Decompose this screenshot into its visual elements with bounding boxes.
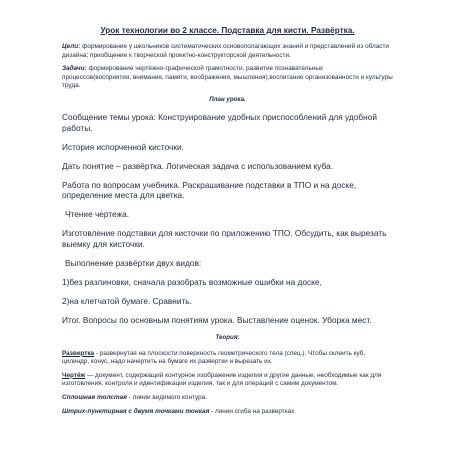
theory-dash-line bbox=[62, 408, 393, 417]
razvertka-definition: - развернутая на плоскости поверхность геометрического тела (спец.). Чтобы склеить куб, цилиндр, конус, надо начертить на бумаге их развертки и вырезать их. bbox=[62, 349, 366, 366]
plan-item: 2)на клетчатой бумаге. Сравнить. bbox=[62, 295, 192, 306]
theory-solid-line bbox=[62, 394, 393, 403]
chertezh-term: Чертёж bbox=[62, 371, 86, 379]
plan-item: Работа по вопросам учебника. Раскрашивание подставки в ТПО и на доске, определение места для цветка. bbox=[62, 179, 357, 201]
plan-item: Чтение чертежа. bbox=[65, 209, 130, 220]
plan-item: Дать понятие – развёртка. Логическая задача с использованием куба. bbox=[62, 160, 333, 171]
plan-item: История испорченной кисточки. bbox=[62, 141, 184, 152]
tasks-label: Задачи: bbox=[62, 65, 87, 73]
plan-item: Итог. Вопросы по основным понятиям урока. Выставление оценок. Уборка мест. bbox=[62, 314, 372, 325]
tasks-paragraph bbox=[62, 65, 393, 91]
dash-line-definition: - линии сгиба на развертках bbox=[209, 407, 295, 415]
plan-item: Сообщение темы урока: Конструирование удобных приспособлений для удобной работы. bbox=[62, 111, 377, 133]
plan-item: Выполнение развёртки двух видов: bbox=[65, 257, 202, 268]
dash-line-term: Штрих-пунктирная с двумя точками тонкая bbox=[62, 407, 210, 415]
plan-heading: План урока. bbox=[209, 95, 246, 103]
goals-label: Цели: bbox=[62, 43, 81, 50]
tasks-text: формирование чертёжно-графической грамотности, развитие познавательных процессов(восприятия, внимания, памяти, воображения, мышления),воспитание организованности и культуры труда. bbox=[62, 65, 393, 90]
theory-razvertka bbox=[62, 350, 393, 367]
goals-text: формирование у школьников систематических основополагающих знаний и представлений из области дизайна; приобщение к творческой проектно-конструкторской деятельности. bbox=[62, 43, 389, 59]
theory-chertezh bbox=[62, 372, 393, 389]
razvertka-term: Развертка bbox=[62, 349, 95, 357]
page-title: Урок технологии во 2 классе. Подставка для кисти. Развёртка. bbox=[100, 26, 355, 35]
plan-item: 1)без разлиновки, сначала разобрать возможные ошибки на доске, bbox=[62, 276, 322, 287]
theory-heading: Теория: bbox=[215, 333, 240, 341]
solid-line-term: Сплошная толстая bbox=[62, 393, 127, 401]
chertezh-definition: — документ, содержащий контурное изображение изделия и другие данные, необходимые как для изготовления, контроля и идентификации изделия, так и для операций с самим документом. bbox=[62, 371, 382, 388]
goals-paragraph bbox=[62, 43, 393, 60]
solid-line-definition: - линии видимого контура. bbox=[126, 393, 208, 401]
plan-item: Изготовление подставки для кисточки по приложению ТПО. Обсудить, как вырезать выемку для кисточки. bbox=[62, 228, 387, 249]
